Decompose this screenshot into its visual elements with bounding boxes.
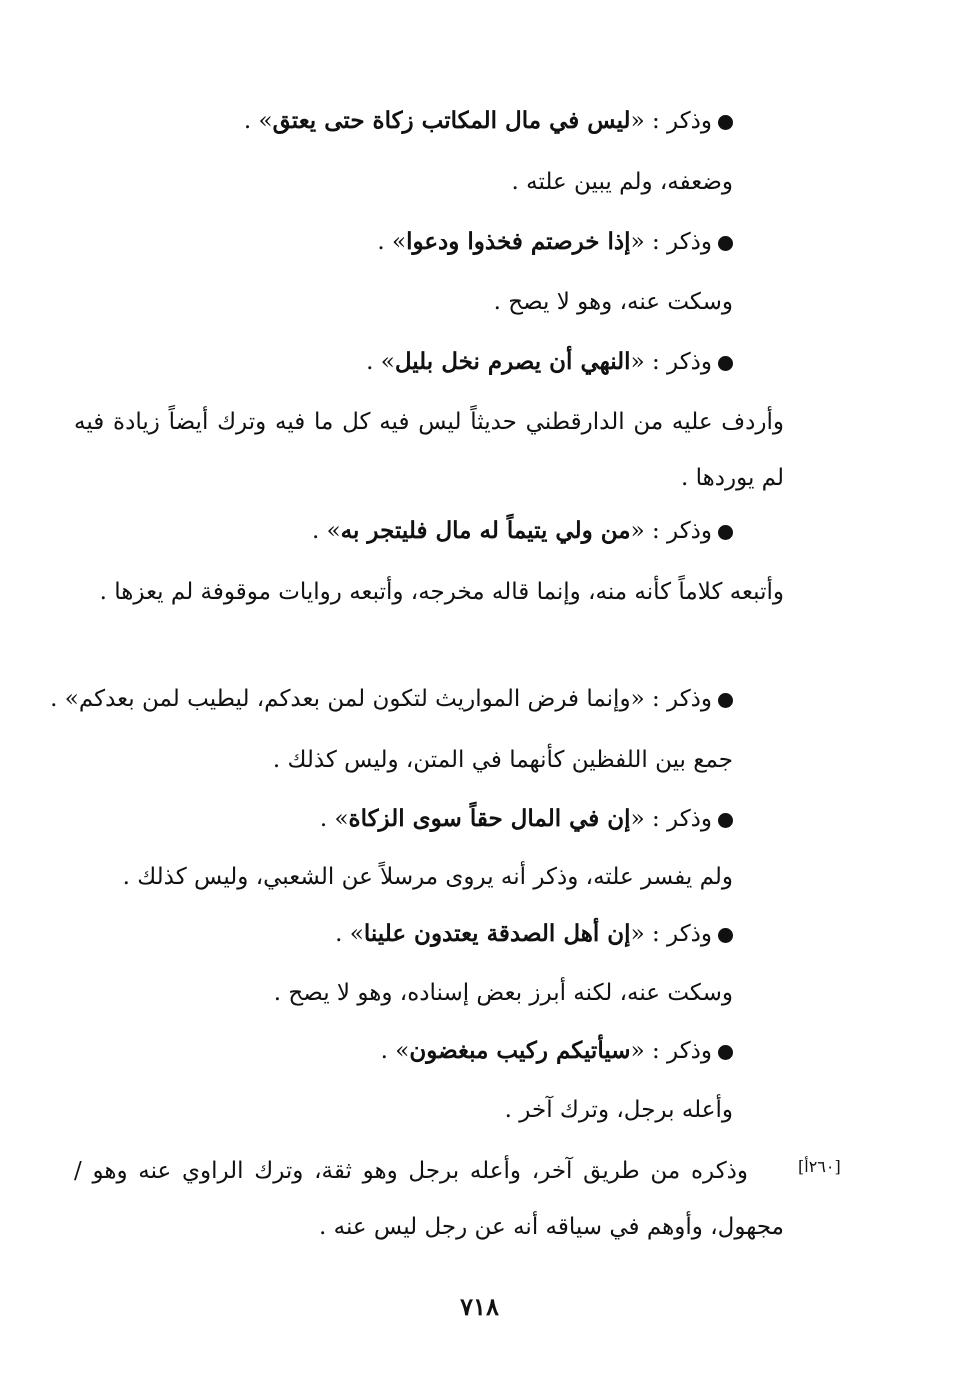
entry-close: » . (335, 921, 364, 947)
hadith-quote: من ولي يتيماً له مال فليتجر به (340, 517, 631, 544)
hadith-quote: النهي أن يصرم نخل بليل (394, 348, 631, 375)
margin-reference: [٢٦٠أ] (798, 1157, 841, 1176)
bullet-icon (718, 525, 733, 540)
entry-comment: وضعفه، ولم يبين علته . (511, 169, 733, 195)
entry-intro: وذكر : « (630, 518, 712, 544)
entry-intro: وذكر : « (630, 921, 712, 947)
entry-heading (244, 104, 733, 138)
entry-intro: وذكر : « (630, 806, 712, 832)
bullet-icon (718, 1045, 733, 1060)
entry-comment: وأردف عليه من الدارقطني حديثاً ليس فيه كل ما فيه وترك أيضاً زيادة فيه لم يوردها . (74, 409, 784, 491)
entry-heading (335, 917, 733, 951)
entry-intro: وذكر : « (630, 229, 712, 255)
entry-comment: وأعله برجل، وترك آخر . (504, 1097, 733, 1123)
entry-heading (377, 225, 733, 259)
entry-heading (366, 345, 733, 379)
entry-comment: وسكت عنه، لكنه أبرز بعض إسناده، وهو لا يصح . (273, 980, 733, 1006)
page-number: ٧١٨ (460, 1292, 499, 1321)
hadith-quote: إذا خرصتم فخذوا ودعوا (406, 228, 631, 255)
entry-close: » . (366, 349, 395, 375)
entry-intro: وذكر : « (630, 1038, 712, 1064)
final-paragraph: وذكره من طريق آخر، وأعله برجل وهو ثقة، وترك الراوي عنه وهو / مجهول، وأوهم في سياقه أنه عن رجل ليس عنه . (74, 1158, 784, 1240)
entry-close: » . (50, 686, 79, 712)
bullet-icon (718, 356, 733, 371)
entry-close: » . (319, 806, 349, 832)
bullet-icon (718, 236, 733, 251)
bullet-icon (718, 115, 733, 130)
hadith-quote: ليس في مال المكاتب زكاة حتى يعتق (272, 107, 631, 134)
entry-comment: ولم يفسر علته، وذكر أنه يروى مرسلاً عن الشعبي، وليس كذلك . (122, 864, 733, 890)
entry-heading (381, 1034, 733, 1068)
entry-close: » . (311, 518, 341, 544)
entry-heading (50, 682, 733, 716)
bullet-icon (718, 928, 733, 943)
entry-close: » . (243, 108, 273, 134)
entry-heading (320, 802, 733, 836)
bullet-icon (718, 693, 733, 708)
hadith-quote: إن أهل الصدقة يعتدون علينا (363, 920, 631, 947)
entry-intro: وذكر : « (630, 108, 712, 134)
entry-comment: جمع بين اللفظين كأنهما في المتن، وليس كذلك . (272, 747, 733, 773)
entry-close: » . (380, 1038, 410, 1064)
entry-comment: وأتبعه كلاماً كأنه منه، وإنما قاله مخرجه، وأتبعه روايات موقوفة لم يعزها . (99, 579, 784, 605)
entry-heading (312, 514, 733, 548)
hadith-quote: وإنما فرض المواريث لتكون لمن بعدكم، ليطيب لمن بعدكم (78, 686, 631, 712)
entry-intro: وذكر : « (630, 349, 712, 375)
entry-comment: وسكت عنه، وهو لا يصح . (493, 289, 733, 315)
bullet-icon (718, 813, 733, 828)
hadith-quote: سيأتيكم ركيب مبغضون (409, 1037, 631, 1064)
hadith-quote: إن في المال حقاً سوى الزكاة (348, 805, 631, 832)
entry-close: » . (377, 229, 407, 255)
entry-intro: وذكر : « (630, 686, 712, 712)
